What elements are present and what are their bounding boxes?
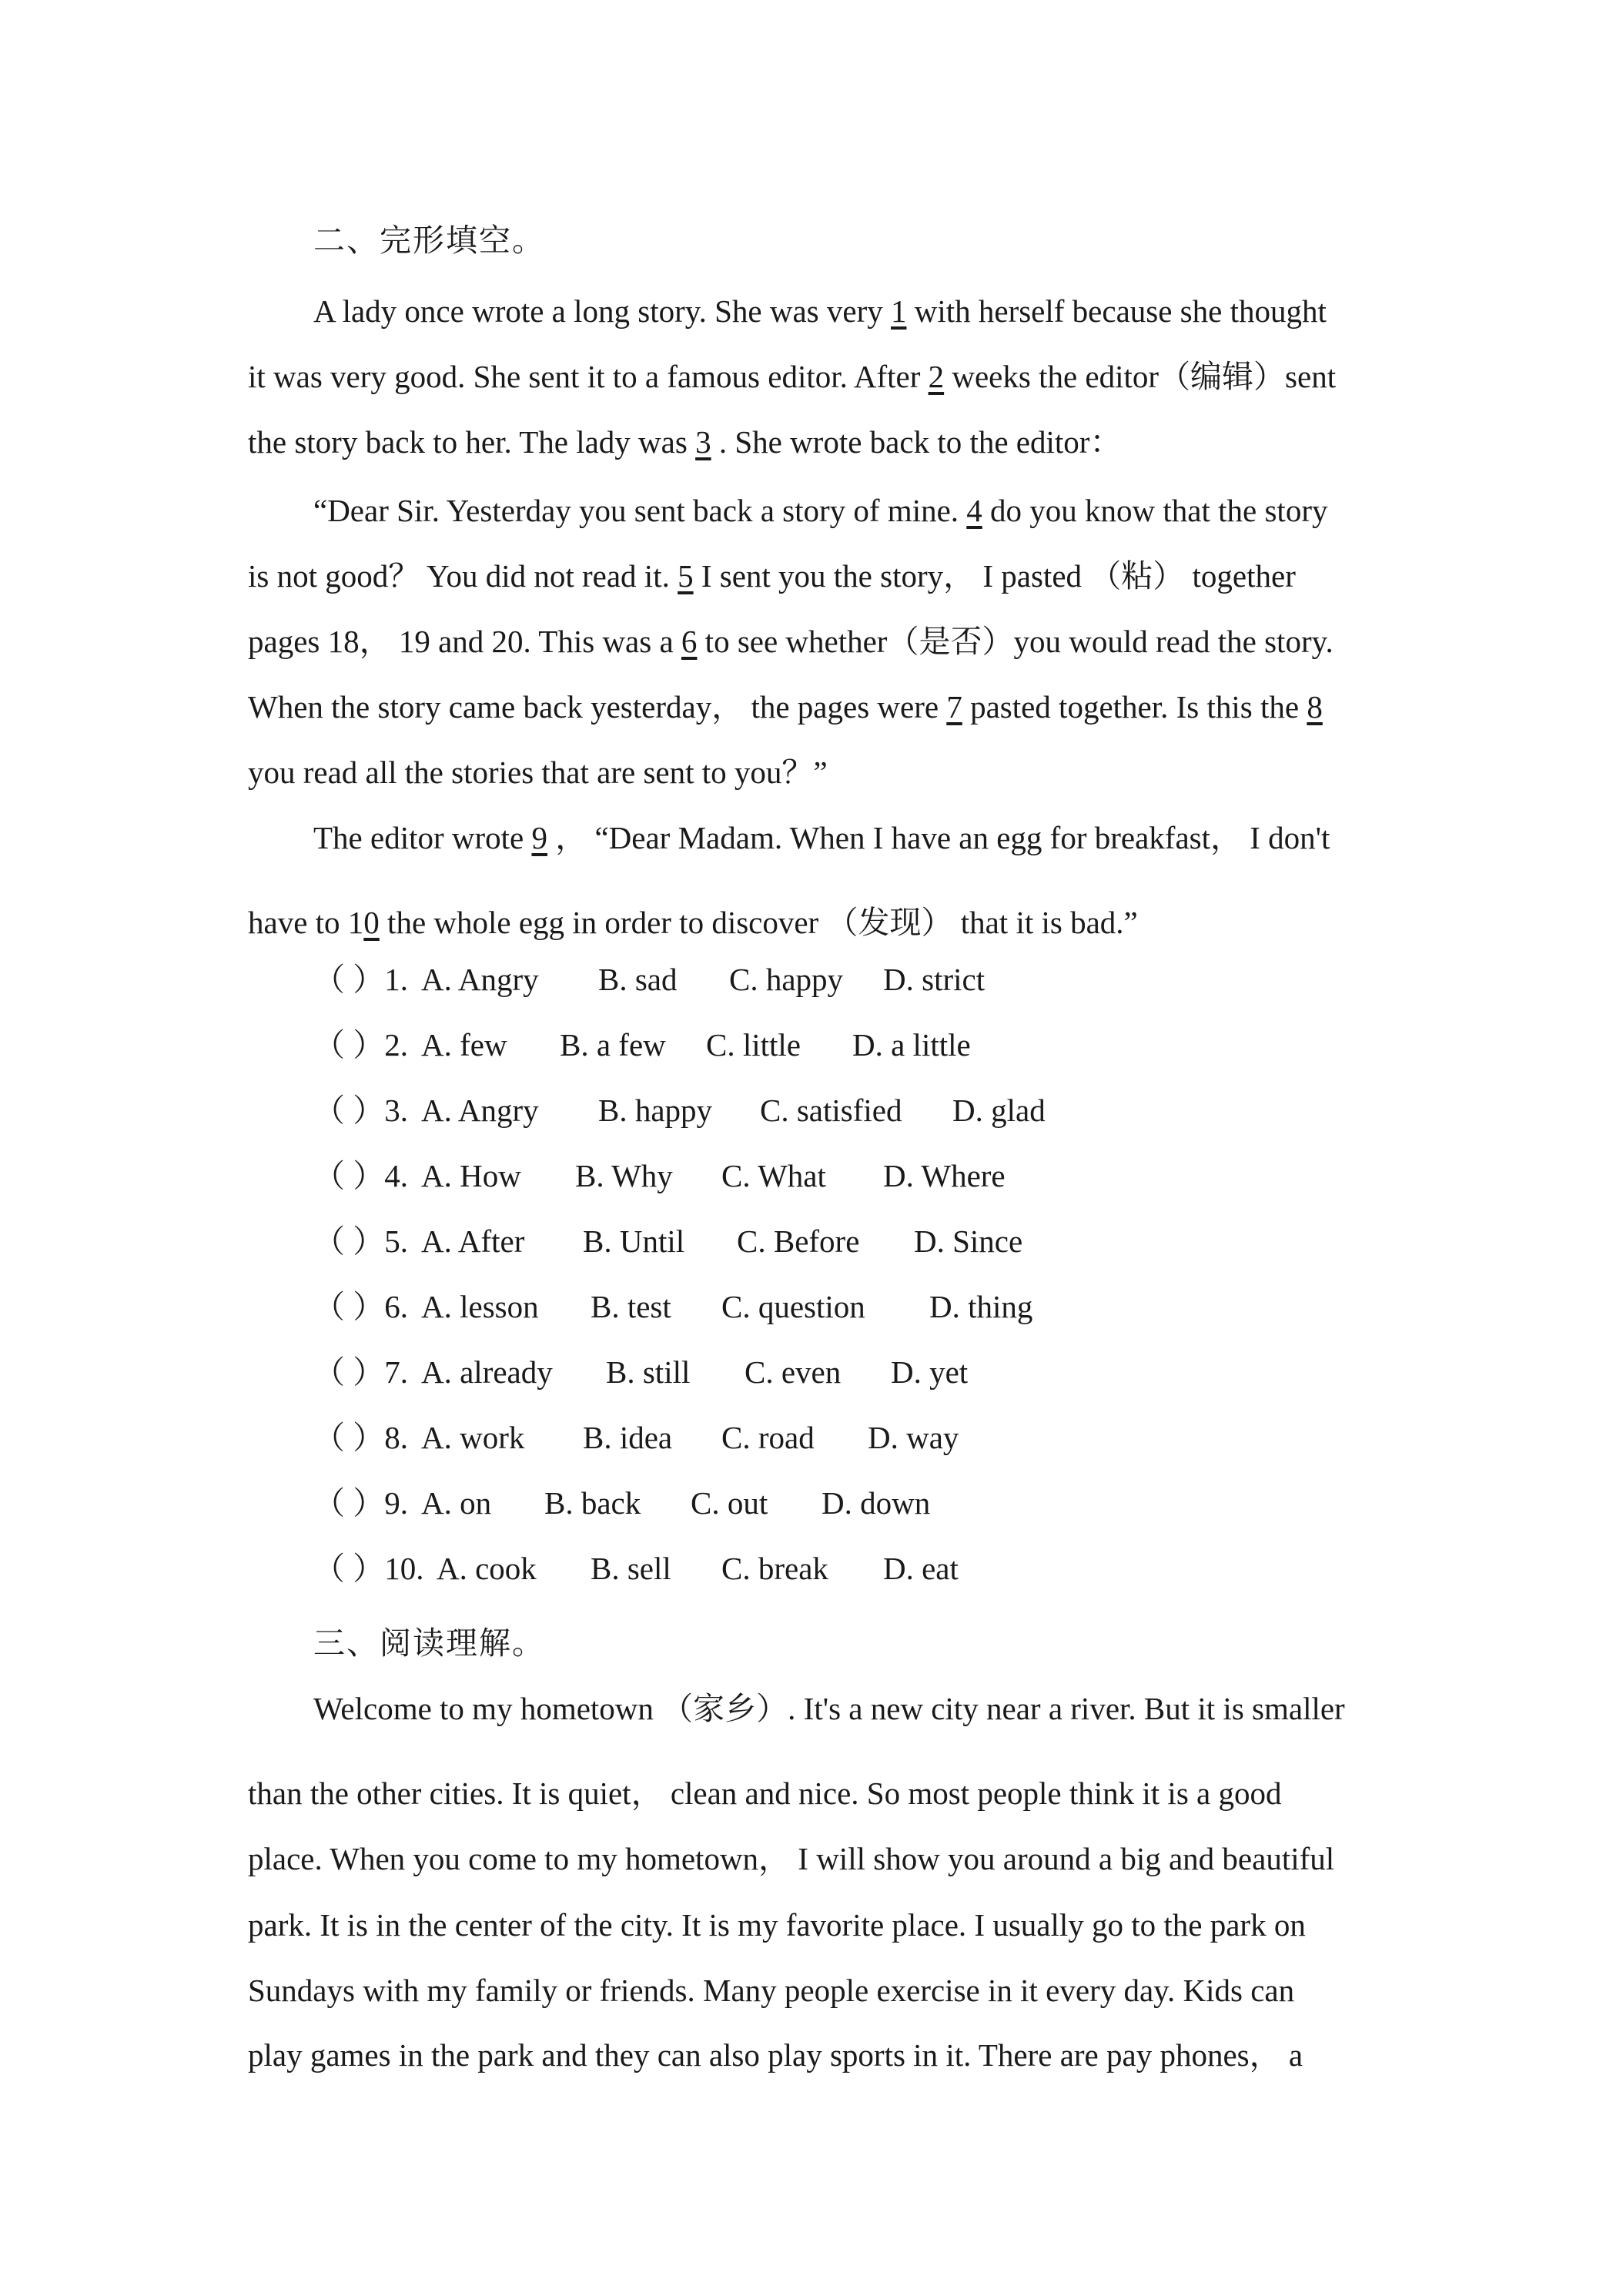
blank-10: 0 (363, 905, 380, 940)
option-choice: C. even (745, 1354, 842, 1390)
option-choice: A. How (421, 1158, 521, 1193)
option-choice: A. lesson (421, 1289, 539, 1324)
blank-7: 7 (946, 689, 962, 725)
passage-line: it was very good. She sent it to a famous editor. After 2 weeks the editor（编辑）sent (248, 359, 1337, 394)
option-choice: A. work (421, 1420, 525, 1455)
blank-6: 6 (681, 624, 698, 659)
reading-line: than the other cities. It is quiet， clean and nice. So most people think it is a good (248, 1776, 1282, 1811)
blank-4: 4 (966, 493, 982, 528)
option-choice: C. little (706, 1027, 801, 1063)
option-choice: D. Since (914, 1223, 1023, 1259)
passage-line: A lady once wrote a long story. She was very 1 with herself because she thought (313, 293, 1327, 329)
option-choice: B. back (544, 1485, 641, 1521)
option-choice: C. break (721, 1551, 828, 1586)
option-choice: B. idea (583, 1420, 673, 1455)
reading-line: Welcome to my hometown （家乡）. It's a new city near a river. But it is smaller (313, 1691, 1345, 1726)
option-choice: B. happy (598, 1093, 713, 1128)
section3-heading: 三、阅读理解。 (313, 1625, 545, 1661)
blank-3: 3 (695, 424, 711, 460)
blank-9: 9 (531, 820, 547, 855)
option-choice: D. strict (883, 962, 986, 997)
passage-line: pages 18， 19 and 20. This was a 6 to see whether（是否）you would read the story. (248, 624, 1334, 659)
option-choice: D. yet (891, 1354, 969, 1390)
blank-5: 5 (678, 558, 694, 594)
option-choice: C. out (691, 1485, 768, 1521)
option-choice: D. eat (883, 1551, 959, 1586)
option-choice: C. happy (729, 962, 844, 997)
question-number: （ ）8. (313, 1420, 408, 1455)
question-number: （ ）9. (313, 1485, 408, 1521)
passage-line: “Dear Sir. Yesterday you sent back a story of mine. 4 do you know that the story (313, 493, 1328, 528)
option-choice: B. Until (583, 1223, 685, 1259)
reading-line: play games in the park and they can also play sports in it. There are pay phones， a (248, 2037, 1303, 2073)
option-choice: D. glad (952, 1093, 1046, 1128)
section2-heading: 二、完形填空。 (313, 223, 545, 258)
option-choice: A. cook (437, 1551, 537, 1586)
question-number: （ ）6. (313, 1289, 408, 1324)
option-choice: D. Where (883, 1158, 1006, 1193)
question-number: （ ）3. (313, 1093, 408, 1128)
blank-8: 8 (1307, 689, 1323, 725)
question-number: （ ）4. (313, 1158, 408, 1193)
option-choice: A. After (421, 1223, 525, 1259)
option-choice: B. still (606, 1354, 691, 1390)
passage-line: When the story came back yesterday， the pages were 7 pasted together. Is this the 8 (248, 689, 1323, 725)
option-choice: C. question (721, 1289, 865, 1324)
option-choice: B. test (591, 1289, 671, 1324)
option-choice: D. way (868, 1420, 959, 1455)
option-choice: C. road (721, 1420, 815, 1455)
blank-1: 1 (890, 293, 907, 329)
option-choice: D. thing (929, 1289, 1033, 1324)
question-number: （ ）2. (313, 1027, 408, 1063)
reading-line: Sundays with my family or friends. Many people exercise in it every day. Kids can (248, 1973, 1295, 2008)
passage-line: you read all the stories that are sent to you？” (248, 755, 828, 790)
question-number: （ ）1. (313, 962, 408, 997)
option-choice: B. sad (598, 962, 678, 997)
option-choice: A. Angry (421, 1093, 539, 1128)
option-choice: B. a few (560, 1027, 666, 1063)
option-choice: D. a little (852, 1027, 971, 1063)
option-choice: A. few (421, 1027, 507, 1063)
option-choice: A. on (421, 1485, 492, 1521)
option-choice: B. Why (575, 1158, 673, 1193)
question-number: （ ）7. (313, 1354, 408, 1390)
passage-line: have to 10 the whole egg in order to discover （发现） that it is bad.” (248, 905, 1138, 940)
question-number: （ ）5. (313, 1223, 408, 1259)
option-choice: B. sell (591, 1551, 671, 1586)
option-choice: C. satisfied (760, 1093, 902, 1128)
reading-line: park. It is in the center of the city. It is my favorite place. I usually go to the park on (248, 1907, 1306, 1943)
passage-line: is not good？ You did not read it. 5 I sent you the story， I pasted （粘） together (248, 558, 1296, 594)
question-number: （ ）10. (313, 1551, 424, 1586)
option-choice: C. Before (737, 1223, 860, 1259)
passage-line: the story back to her. The lady was 3 . She wrote back to the editor： (248, 424, 1122, 460)
passage-line: The editor wrote 9 ， “Dear Madam. When I have an egg for breakfast， I don't (313, 820, 1330, 855)
option-choice: D. down (822, 1485, 931, 1521)
option-choice: A. Angry (421, 962, 539, 997)
option-choice: A. already (421, 1354, 553, 1390)
blank-2: 2 (928, 359, 945, 394)
option-choice: C. What (721, 1158, 826, 1193)
reading-line: place. When you come to my hometown， I will show you around a big and beautiful (248, 1841, 1335, 1876)
